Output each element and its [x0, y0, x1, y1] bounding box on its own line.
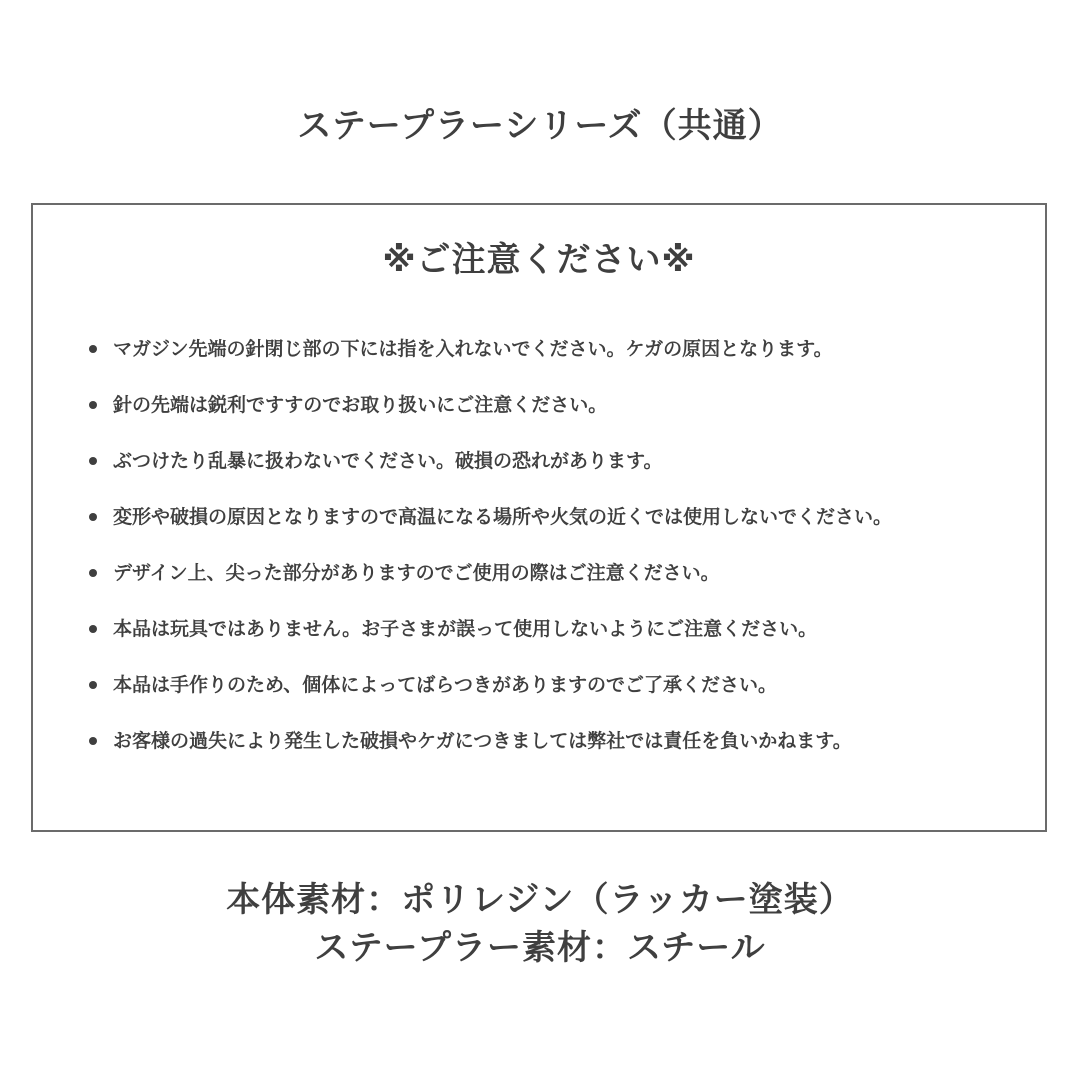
caution-item-text: ぶつけたり乱暴に扱わないでください。破損の恐れがあります。: [113, 450, 663, 472]
caution-item-text: マガジン先端の針閉じ部の下には指を入れないでください。ケガの原因となります。: [113, 338, 833, 360]
caution-item-text: 針の先端は鋭利ですすのでお取り扱いにご注意ください。: [113, 394, 608, 416]
caution-heading: ※ご注意ください※: [382, 240, 696, 280]
staple-material-text: ステープラー素材：スチール: [314, 928, 766, 968]
caution-item: [89, 383, 1039, 439]
caution-item-text: 本品は手作りのため、個体によってばらつきがありますのでご了承ください。: [113, 674, 778, 696]
bullet-dot-icon: [89, 681, 97, 689]
caution-item: [89, 439, 1039, 495]
caution-item: [89, 719, 1039, 775]
caution-item: [89, 551, 1039, 607]
bullet-dot-icon: [89, 737, 97, 745]
bullet-dot-icon: [89, 401, 97, 409]
page-title: ステープラーシリーズ（共通）: [297, 106, 783, 146]
bullet-dot-icon: [89, 569, 97, 577]
caution-item: [89, 607, 1039, 663]
caution-item: [89, 663, 1039, 719]
caution-item-text: デザイン上、尖った部分がありますのでご使用の際はご注意ください。: [113, 562, 720, 584]
bullet-dot-icon: [89, 345, 97, 353]
caution-list: [89, 327, 1039, 775]
body-material-text: 本体素材：ポリレジン（ラッカー塗装）: [226, 880, 854, 920]
caution-item: [89, 327, 1039, 383]
materials-info: [0, 876, 1080, 972]
bullet-dot-icon: [89, 513, 97, 521]
bullet-dot-icon: [89, 457, 97, 465]
caution-item: [89, 495, 1039, 551]
bullet-dot-icon: [89, 625, 97, 633]
caution-item-text: 変形や破損の原因となりますので高温になる場所や火気の近くでは使用しないでください。: [113, 506, 893, 528]
caution-box: [31, 203, 1047, 832]
caution-item-text: 本品は玩具ではありません。お子さまが誤って使用しないようにご注意ください。: [113, 618, 818, 640]
caution-item-text: お客様の過失により発生した破損やケガにつきましては弊社では責任を負いかねます。: [113, 730, 852, 752]
